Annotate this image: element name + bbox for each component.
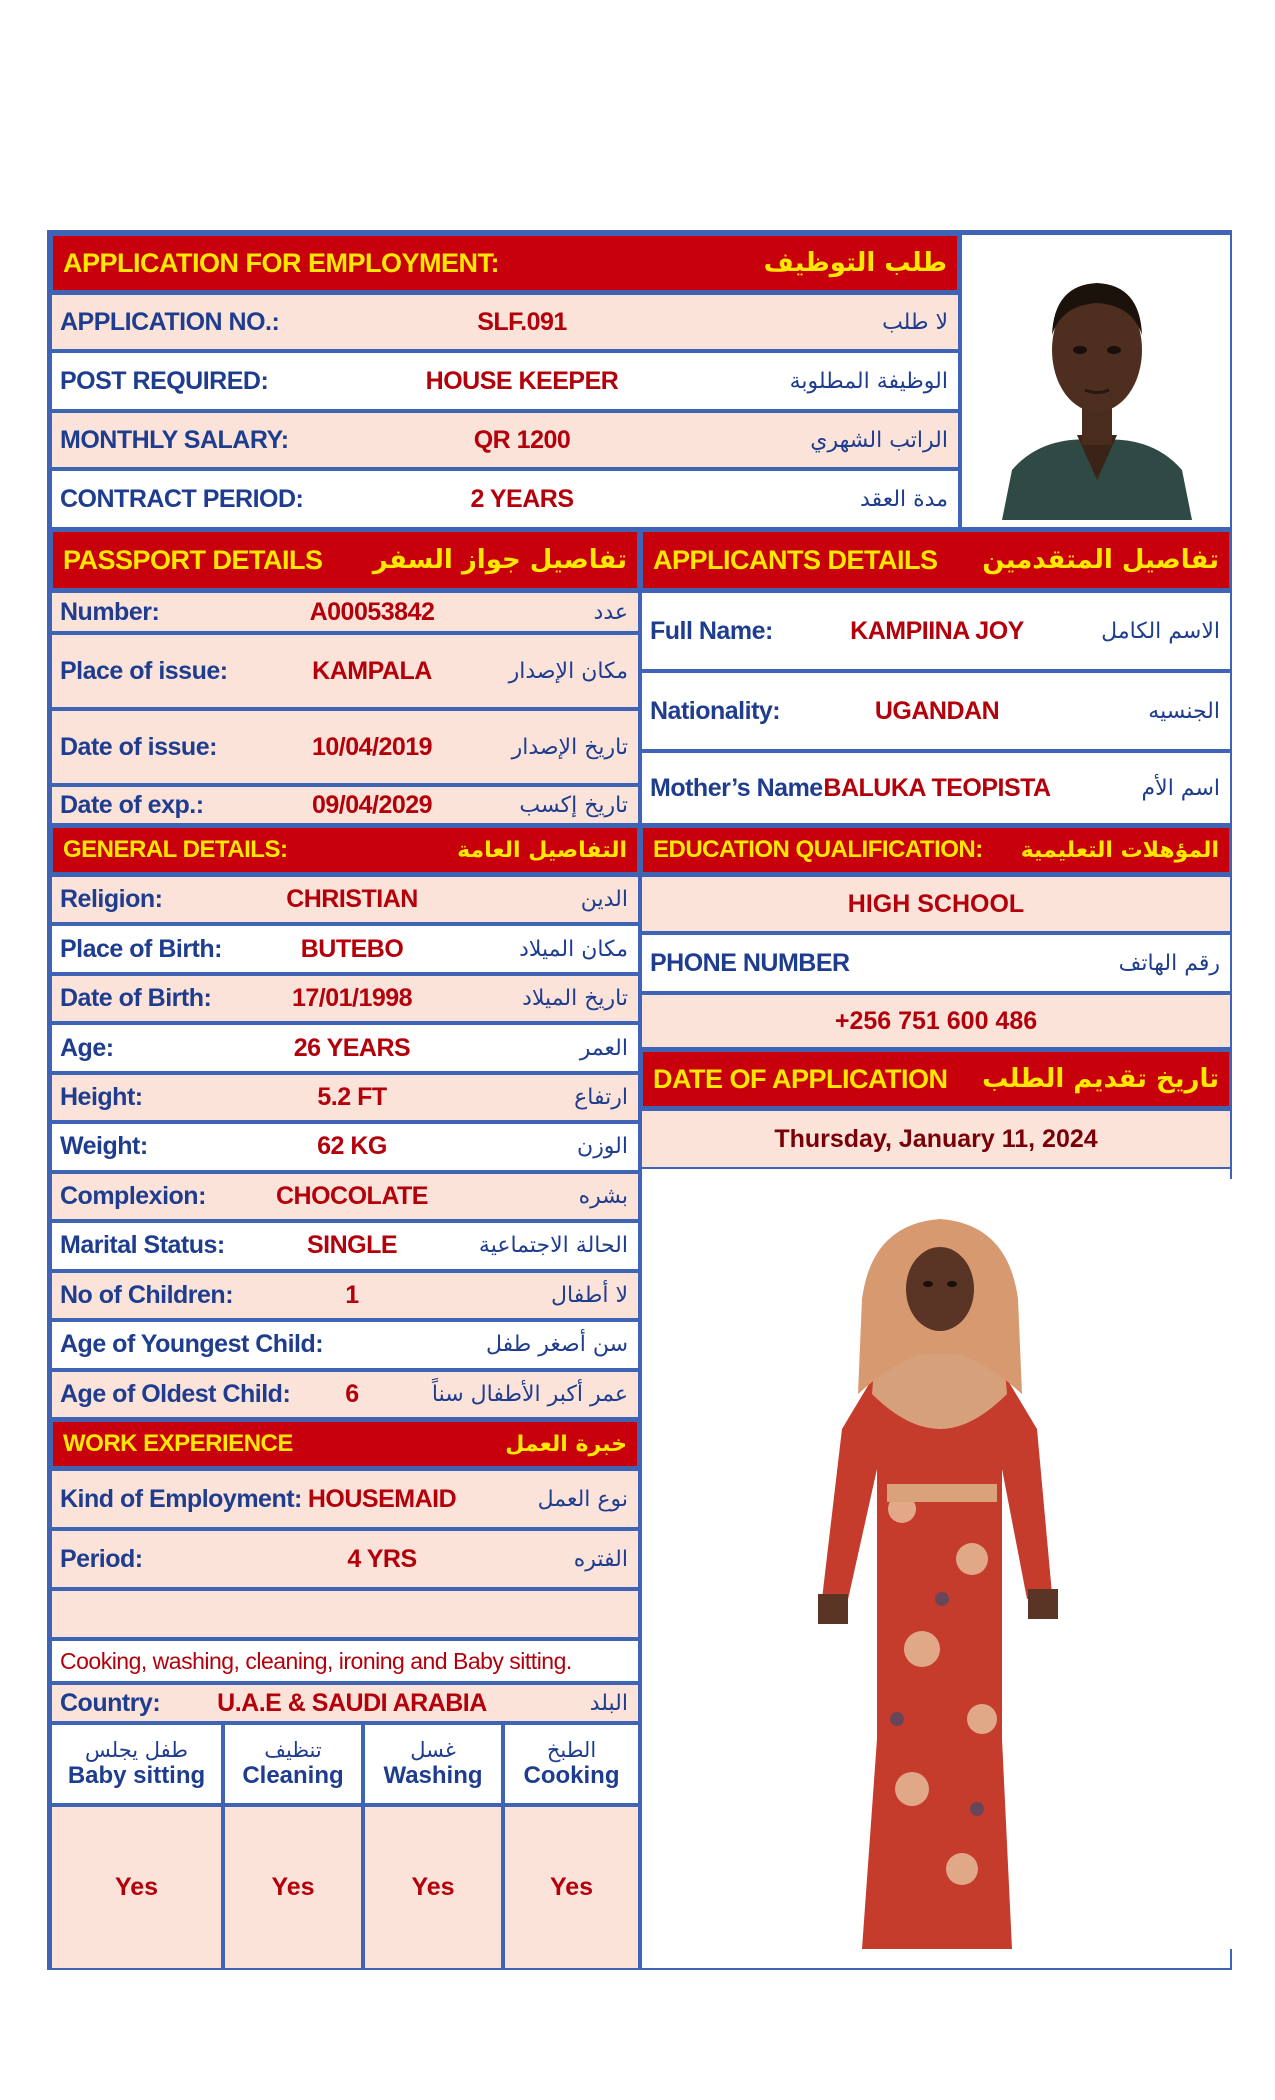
date-of-birth-row [50, 974, 640, 1023]
field-value: A00053842 [309, 597, 435, 626]
nationality-row [640, 671, 1232, 751]
field-label: Kind of Employment: [60, 1484, 302, 1513]
skill-cleaning [223, 1723, 363, 1805]
field-label: Period: [60, 1544, 143, 1573]
work-title-ar: خبرة العمل [505, 1431, 627, 1457]
field-value: KAMPALA [312, 656, 432, 685]
place-of-birth-row [50, 924, 640, 973]
phone-value-row [640, 993, 1232, 1049]
field-label-ar: تاريخ إكسب [519, 792, 628, 818]
field-label: Place of issue: [60, 656, 228, 685]
field-value: 09/04/2029 [311, 790, 433, 819]
skill-label-ar: الطبخ [546, 1738, 597, 1762]
field-value: CHRISTIAN [286, 885, 418, 914]
field-label-ar: ارتفاع [574, 1085, 628, 1111]
period-row [50, 1529, 640, 1589]
field-value: BALUKA TEOPISTA [823, 773, 1051, 802]
skill-label-ar: طفل يجلس [84, 1738, 189, 1762]
field-value: 5.2 FT [317, 1083, 387, 1112]
education-title-ar: المؤهلات التعليمية [1020, 837, 1219, 863]
field-label: MONTHLY SALARY: [60, 425, 289, 454]
field-label: CONTRACT PERIOD: [60, 484, 304, 513]
field-label: Age of Oldest Child: [60, 1379, 291, 1408]
post-required-row [50, 351, 960, 411]
passport-title-en: PASSPORT DETAILS [63, 544, 323, 575]
field-value: BUTEBO [300, 934, 404, 963]
field-value: 17/01/1998 [291, 984, 413, 1013]
field-label-ar: اسم الأم [1141, 775, 1220, 801]
date-of-application-value: Thursday, January 11, 2024 [774, 1124, 1098, 1153]
religion-row [50, 875, 640, 924]
education-header [640, 825, 1232, 875]
full-name-row [640, 591, 1232, 671]
field-value: HOUSE KEEPER [425, 366, 619, 395]
age-row [50, 1023, 640, 1072]
age-of-youngest-child-row [50, 1320, 640, 1369]
field-value: 10/04/2019 [311, 732, 433, 761]
skill-baby-sitting [50, 1723, 223, 1805]
field-label: POST REQUIRED: [60, 366, 269, 395]
work-experience-header [50, 1419, 640, 1469]
age-of-oldest-child-row [50, 1370, 640, 1419]
monthly-salary-row [50, 411, 960, 469]
skill-value-baby-sitting: Yes [50, 1805, 223, 1970]
field-value: KAMPIINA JOY [850, 616, 1024, 645]
phone-label: PHONE NUMBER [650, 948, 850, 977]
general-details-header [50, 825, 640, 875]
skill-label-en: Cooking [523, 1762, 620, 1789]
country-label-ar: البلد [589, 1690, 628, 1716]
date-of-application-header [640, 1049, 1232, 1109]
field-value: 6 [345, 1379, 359, 1408]
general-title-ar: التفاصيل العامة [457, 837, 627, 863]
field-label: Full Name: [650, 616, 773, 645]
skill-label-en: Cleaning [242, 1762, 344, 1789]
field-label: Date of Birth: [60, 984, 212, 1013]
field-value: HOUSEMAID [307, 1484, 457, 1513]
field-label-ar: بشره [578, 1183, 628, 1209]
application-title-en: APPLICATION FOR EMPLOYMENT: [63, 247, 499, 278]
field-value: QR 1200 [473, 425, 571, 454]
field-label-ar: الوزن [577, 1134, 628, 1160]
field-label-ar: الجنسيه [1148, 698, 1220, 724]
education-title-en: EDUCATION QUALIFICATION: [653, 836, 983, 863]
field-label-ar: الفتره [573, 1546, 628, 1572]
application-no-row [50, 293, 960, 351]
field-label: No of Children: [60, 1280, 234, 1309]
field-label-ar: لا طلب [882, 309, 948, 335]
passport-title-ar: تفاصيل جواز السفر [372, 545, 627, 575]
skill-label-en: Baby sitting [67, 1762, 206, 1789]
mothers-name-row [640, 751, 1232, 825]
date-of-application-value-row [640, 1109, 1232, 1169]
field-label-ar: نوع العمل [537, 1486, 628, 1512]
field-label-ar: الوظيفة المطلوبة [789, 368, 948, 394]
skill-label-ar: تنظيف [264, 1738, 322, 1762]
skill-value-washing: Yes [363, 1805, 503, 1970]
date-of-expiry-row [50, 785, 640, 825]
field-label-ar: مكان الإصدار [508, 658, 628, 684]
field-label-ar: الاسم الكامل [1101, 618, 1220, 644]
field-label: Date of exp.: [60, 790, 204, 819]
field-label: Date of issue: [60, 732, 217, 761]
complexion-row [50, 1172, 640, 1221]
country-label: Country: [60, 1688, 161, 1717]
applicant-title-en: APPLICANTS DETAILS [653, 544, 938, 575]
field-label: Age: [60, 1033, 114, 1062]
field-label: Weight: [60, 1132, 148, 1161]
applicant-portrait-photo [1002, 265, 1192, 520]
field-label-ar: عمر أكبر الأطفال سناً [431, 1381, 628, 1407]
field-label-ar: تاريخ الإصدار [511, 734, 628, 760]
kind-of-employment-row [50, 1469, 640, 1529]
application-header [50, 233, 960, 293]
field-label-ar: عدد [593, 599, 628, 625]
contract-period-row [50, 469, 960, 529]
applicant-title-ar: تفاصيل المتقدمين [982, 545, 1219, 575]
field-label-ar: مكان الميلاد [519, 936, 628, 962]
phone-label-ar: رقم الهاتف [1118, 950, 1220, 976]
duties-row [50, 1639, 640, 1683]
field-value: CHOCOLATE [276, 1181, 428, 1210]
field-label-ar: الراتب الشهري [810, 427, 948, 453]
date-of-application-title-en: DATE OF APPLICATION [653, 1063, 948, 1094]
skill-label-ar: غسل [410, 1738, 456, 1762]
marital-status-row [50, 1221, 640, 1270]
field-value: 1 [345, 1280, 359, 1309]
education-value: HIGH SCHOOL [847, 889, 1025, 918]
field-label: Marital Status: [60, 1231, 225, 1260]
field-label-ar: الدين [580, 887, 628, 913]
skill-washing [363, 1723, 503, 1805]
no-of-children-row [50, 1271, 640, 1320]
employment-application-form [47, 230, 1232, 1970]
education-value-row [640, 875, 1232, 933]
general-title-en: GENERAL DETAILS: [63, 836, 288, 863]
skill-cooking [503, 1723, 640, 1805]
work-title-en: WORK EXPERIENCE [63, 1430, 293, 1457]
skill-label-en: Washing [383, 1762, 483, 1789]
field-value: 62 KG [317, 1132, 387, 1161]
field-label: Complexion: [60, 1181, 206, 1210]
field-label: Age of Youngest Child: [60, 1330, 324, 1359]
field-label-ar: لا أطفال [551, 1282, 628, 1308]
date-of-application-title-ar: تاريخ تقديم الطلب [982, 1064, 1219, 1094]
field-value: 2 YEARS [470, 484, 574, 513]
field-value: SINGLE [306, 1231, 398, 1260]
field-label: Mother’s Name: [650, 773, 831, 802]
field-label: Place of Birth: [60, 934, 222, 963]
field-label: Nationality: [650, 696, 781, 725]
full-body-photo-frame [640, 1169, 1232, 1970]
applicant-full-body-photo [672, 1179, 1232, 1949]
height-row [50, 1073, 640, 1122]
passport-photo-frame [960, 233, 1232, 529]
phone-value: +256 751 600 486 [834, 1006, 1038, 1035]
date-of-issue-row [50, 709, 640, 785]
field-label: Number: [60, 597, 160, 626]
field-label: Height: [60, 1083, 143, 1112]
field-label-ar: مدة العقد [860, 486, 948, 512]
field-label: APPLICATION NO.: [60, 307, 280, 336]
skill-value-cooking: Yes [503, 1805, 640, 1970]
field-value: UGANDAN [874, 696, 1000, 725]
field-label: Religion: [60, 885, 163, 914]
field-label-ar: الحالة الاجتماعية [478, 1233, 628, 1259]
field-value: 26 YEARS [293, 1033, 411, 1062]
field-value [232, 1322, 472, 1367]
application-title-ar: طلب التوظيف [763, 248, 947, 278]
field-value: SLF.091 [477, 307, 567, 336]
field-value: 4 YRS [347, 1544, 417, 1573]
place-of-issue-row [50, 633, 640, 709]
passport-details-header [50, 529, 640, 591]
weight-row [50, 1122, 640, 1171]
field-label-ar: العمر [579, 1035, 628, 1061]
applicant-details-header [640, 529, 1232, 591]
field-label-ar: تاريخ الميلاد [522, 986, 628, 1012]
field-label-ar: سن أصغر طفل [485, 1332, 628, 1358]
country-value: U.A.E & SAUDI ARABIA [217, 1688, 487, 1717]
duties-text: Cooking, washing, cleaning, ironing and Baby sitting. [60, 1647, 572, 1674]
skill-value-cleaning: Yes [223, 1805, 363, 1970]
passport-number-row [50, 591, 640, 633]
empty-row [50, 1589, 640, 1639]
country-row [50, 1683, 640, 1723]
phone-label-row [640, 933, 1232, 993]
